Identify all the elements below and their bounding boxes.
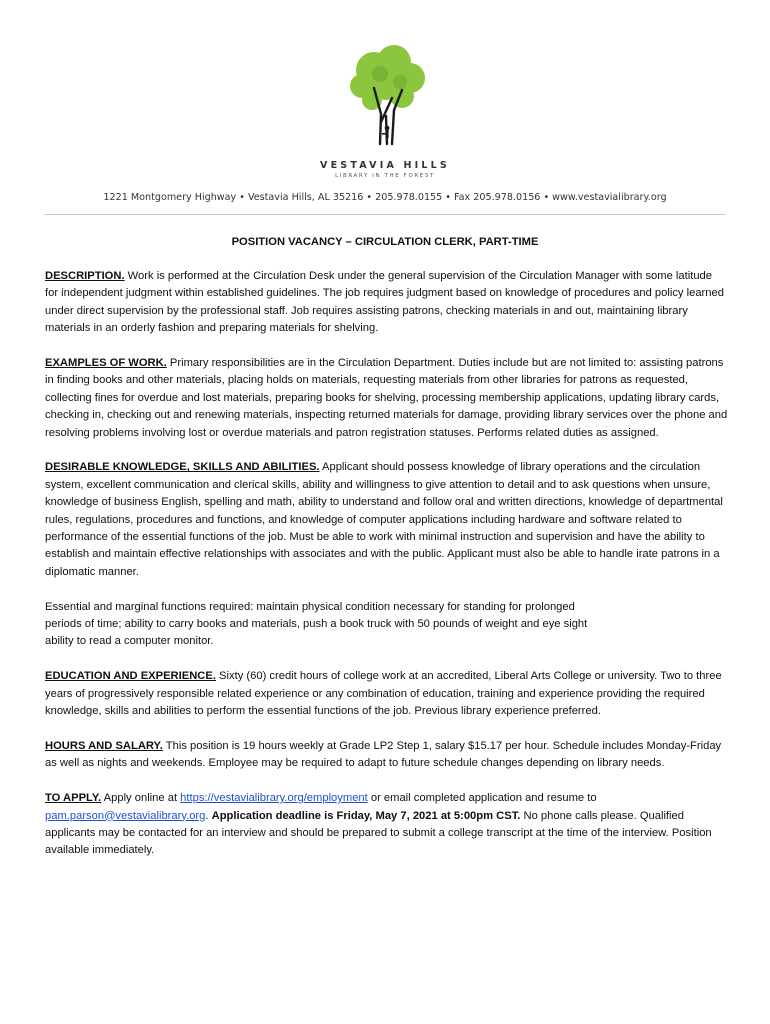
application-deadline: Application deadline is Friday, May 7, 2021 at 5:00pm CST. — [211, 809, 521, 822]
address-line: 1221 Montgomery Highway • Vestavia Hills, AL 35216 • 205.978.0155 • Fax 205.978.0156 • www.vestavialibrary.org — [103, 192, 667, 203]
examples-text: Primary responsibilities are in the Circulation Department. Duties include but are not limited to: assisting patrons in finding books and other materials, placing holds on materials, requesting materials from other libraries for patrons as requested, collecting fines for overdue and lost materials, preparing books for shelving, processing membership applications, updating library cards, checking in, checking out and renewing materials, inspecting returned materials for damage, providing library services over the phone and resolving problems involving lost or overdue materials and patron registration statuses. Performs related duties as assigned. — [45, 357, 728, 439]
education-paragraph — [45, 668, 728, 720]
essential-line: ability to read a computer monitor. — [45, 635, 214, 648]
employment-link[interactable]: https://vestavialibrary.org/employment — [180, 792, 368, 805]
knowledge-paragraph — [45, 459, 728, 581]
knowledge-heading: DESIRABLE KNOWLEDGE, SKILLS AND ABILITIES. — [45, 461, 320, 474]
essential-line: periods of time; ability to carry books and materials, push a book truck with 50 pounds of weight and eye sight — [45, 618, 588, 631]
apply-text: Apply online at — [101, 792, 181, 805]
description-text: Work is performed at the Circulation Desk under the general supervision of the Circulation Manager with some latitude for independent judgment within established guidelines. The job requires judgment based on knowledge of procedures and policy learned under direct supervision by the professional staff. Job requires assisting patrons, checking materials in and out, maintaining library materials in an orderly fashion and preparing materials for shelving. — [45, 270, 724, 335]
library-tree-logo — [340, 44, 434, 148]
org-name: VESTAVIA HILLS — [320, 160, 450, 171]
essential-line: Essential and marginal functions required: maintain physical condition necessary for standing for prolonged — [45, 600, 575, 613]
description-paragraph — [45, 268, 728, 338]
education-heading: EDUCATION AND EXPERIENCE. — [45, 670, 216, 683]
essential-paragraph — [45, 599, 728, 651]
email-link[interactable]: pam.parson@vestavialibrary.org — [45, 809, 206, 822]
apply-heading: TO APPLY. — [45, 792, 102, 805]
document-body — [45, 268, 728, 877]
header-divider — [44, 214, 726, 215]
education-text: Sixty (60) credit hours of college work at an accredited, Liberal Arts College or university. Two to three years of progressively responsible related experience or any combination of education, training and experience providing the required knowledge, skills and abilities to perform the essential functions of the job. Previous library experience preferred. — [45, 670, 722, 718]
hours-text: This position is 19 hours weekly at Grade LP2 Step 1, salary $15.17 per hour. Schedule includes Monday-Friday as well as nights and weekends. Employee may be required to adapt to future schedule changes depending on library needs. — [45, 739, 722, 770]
apply-paragraph — [45, 790, 728, 860]
examples-paragraph — [45, 355, 728, 442]
apply-text: No phone calls please. Qualified applicants may be contacted for an interview and should be prepared to submit a college transcript at the time of the interview. Position available immediately. — [45, 809, 712, 857]
examples-heading: EXAMPLES OF WORK. — [45, 357, 167, 370]
apply-text: or email completed application and resume to — [367, 792, 597, 805]
description-heading: DESCRIPTION. — [45, 270, 125, 282]
page-title: POSITION VACANCY – CIRCULATION CLERK, PART-TIME — [231, 236, 539, 248]
knowledge-text: Applicant should possess knowledge of library operations and the circulation system, excellent communication and clerical skills, ability and willingness to give attention to detail and to ask questions when unsure, knowledge of business English, spelling and math, ability to understand and follow oral and written directions, knowledge of departmental rules, regulations, procedures and functions, and knowledge of computer applications including hardware and software related to performance of the essential functions of the job. Must be able to work with minimal instruction and supervision and have the ability to establish and maintain effective relationships with associates and with the public. Applicant must also be able to handle irate patrons in a diplomatic manner. — [45, 461, 723, 578]
hours-paragraph — [45, 738, 728, 773]
org-tagline: LIBRARY IN THE FOREST — [335, 173, 435, 179]
hours-heading: HOURS AND SALARY. — [45, 739, 163, 752]
apply-text: . — [205, 809, 212, 822]
